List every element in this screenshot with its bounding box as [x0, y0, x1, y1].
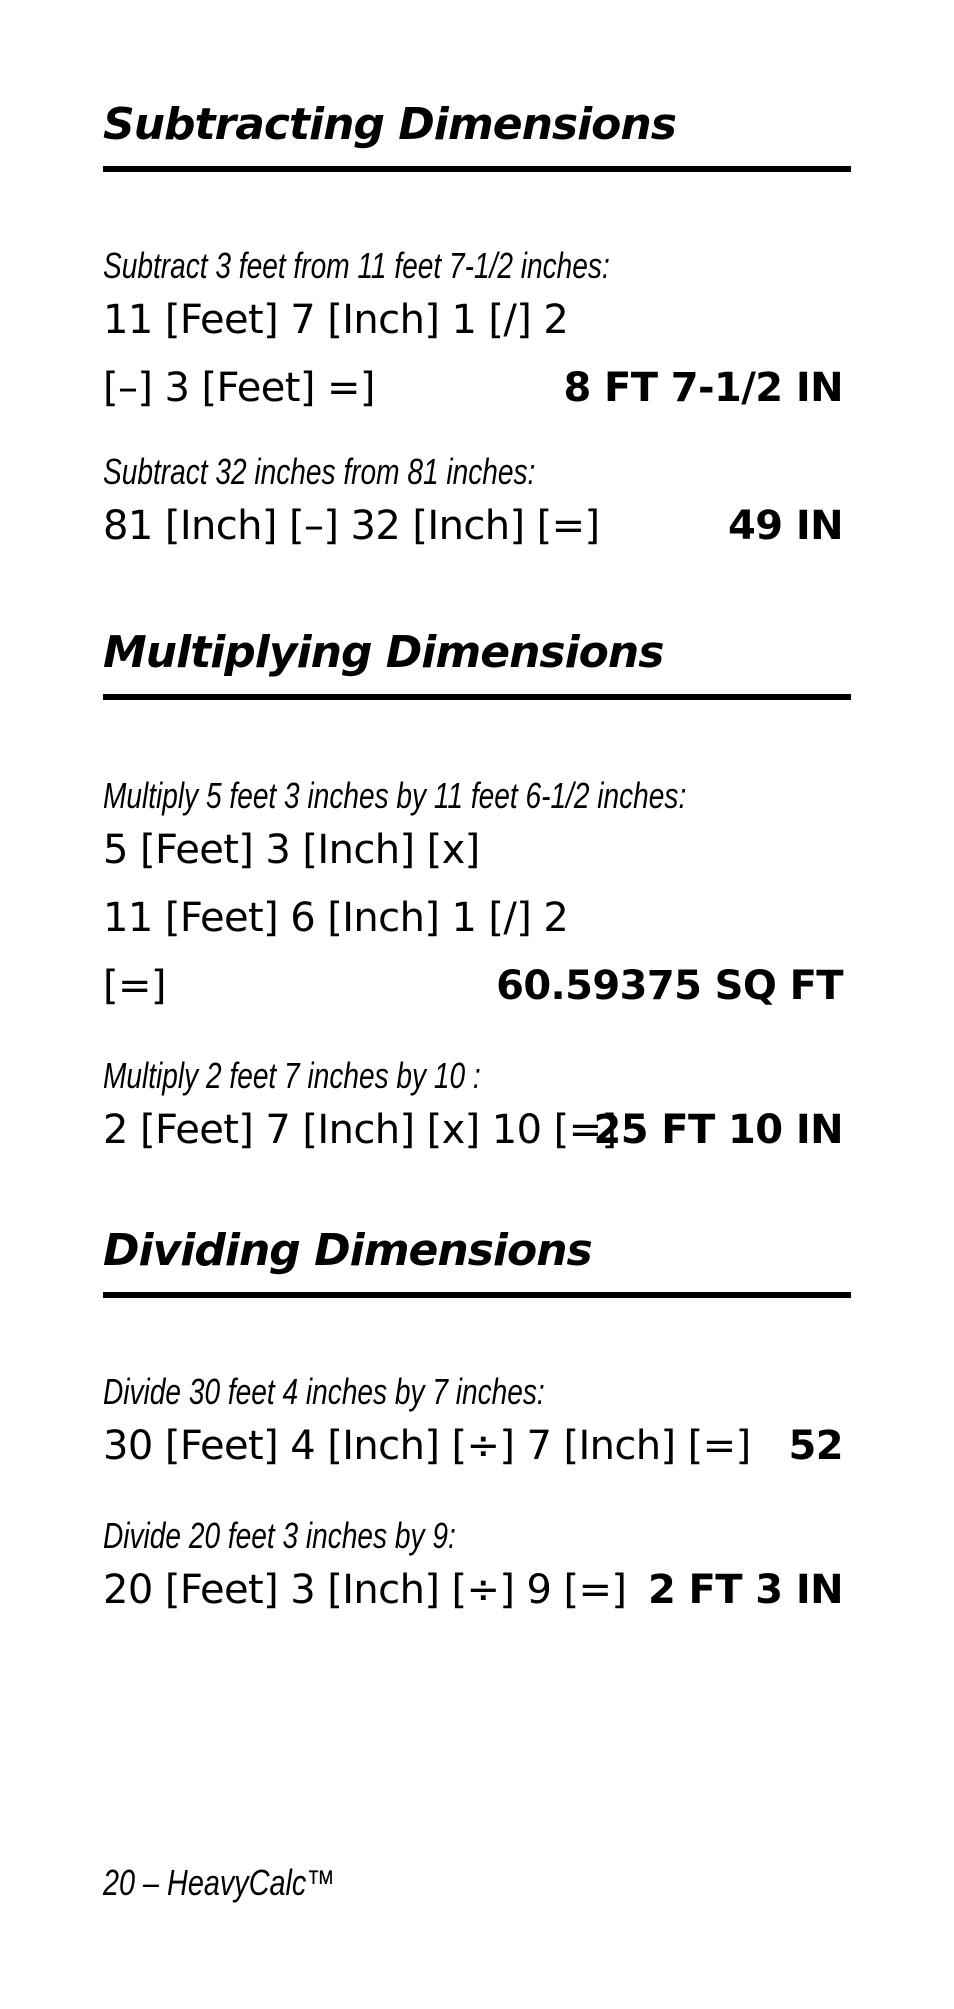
heading-rule [103, 1292, 851, 1298]
section-heading: Multiplying Dimensions [103, 627, 664, 678]
section-multiplying [103, 628, 851, 700]
keystrokes: 20 [Feet] 3 [Inch] [÷] 9 [=] [103, 1567, 627, 1613]
result-value: 49 IN [728, 503, 843, 549]
example-multiply-feet [103, 776, 851, 1020]
heading-rule [103, 166, 851, 172]
keystroke-line [103, 286, 851, 354]
heading-rule [103, 694, 851, 700]
keystrokes: 5 [Feet] 3 [Inch] [x] [103, 827, 480, 873]
manual-page [103, 0, 851, 2009]
keystrokes: [–] 3 [Feet] =] [103, 365, 375, 411]
keystroke-line [103, 884, 851, 952]
example-caption: Subtract 3 feet from 11 feet 7-1/2 inches: [103, 245, 610, 286]
keystroke-line [103, 1556, 851, 1624]
example-caption: Multiply 2 feet 7 inches by 10 : [103, 1055, 481, 1096]
keystrokes: [=] [103, 963, 166, 1009]
result-value: 8 FT 7-1/2 IN [563, 365, 843, 411]
example-divide-by-length [103, 1372, 851, 1480]
section-heading: Subtracting Dimensions [103, 99, 676, 150]
example-caption: Divide 20 feet 3 inches by 9: [103, 1515, 456, 1556]
keystrokes: 2 [Feet] 7 [Inch] [x] 10 [=] [103, 1107, 617, 1153]
keystrokes: 11 [Feet] 7 [Inch] 1 [/] 2 [103, 297, 569, 343]
result-value: 52 [788, 1423, 843, 1469]
example-caption: Multiply 5 feet 3 inches by 11 feet 6-1/2 inches: [103, 775, 687, 816]
section-dividing [103, 1226, 851, 1298]
keystrokes: 30 [Feet] 4 [Inch] [÷] 7 [Inch] [=] [103, 1423, 751, 1469]
keystroke-line [103, 492, 851, 560]
section-heading: Dividing Dimensions [103, 1225, 592, 1276]
keystroke-line [103, 354, 851, 422]
keystrokes: 81 [Inch] [–] 32 [Inch] [=] [103, 503, 600, 549]
result-value: 60.59375 SQ FT [496, 963, 843, 1009]
example-subtract-inches [103, 452, 851, 560]
example-divide-by-number [103, 1516, 851, 1624]
page-footer: 20 – HeavyCalc™ [103, 1862, 336, 1903]
example-multiply-constant [103, 1056, 851, 1164]
keystroke-line [103, 952, 851, 1020]
example-caption: Subtract 32 inches from 81 inches: [103, 451, 536, 492]
keystroke-line [103, 816, 851, 884]
keystroke-line [103, 1096, 851, 1164]
keystrokes: 11 [Feet] 6 [Inch] 1 [/] 2 [103, 895, 569, 941]
example-caption: Divide 30 feet 4 inches by 7 inches: [103, 1371, 545, 1412]
keystroke-line [103, 1412, 851, 1480]
example-subtract-feet [103, 246, 851, 422]
result-value: 2 FT 3 IN [647, 1567, 843, 1613]
section-subtracting [103, 100, 851, 172]
result-value: 25 FT 10 IN [593, 1107, 843, 1153]
